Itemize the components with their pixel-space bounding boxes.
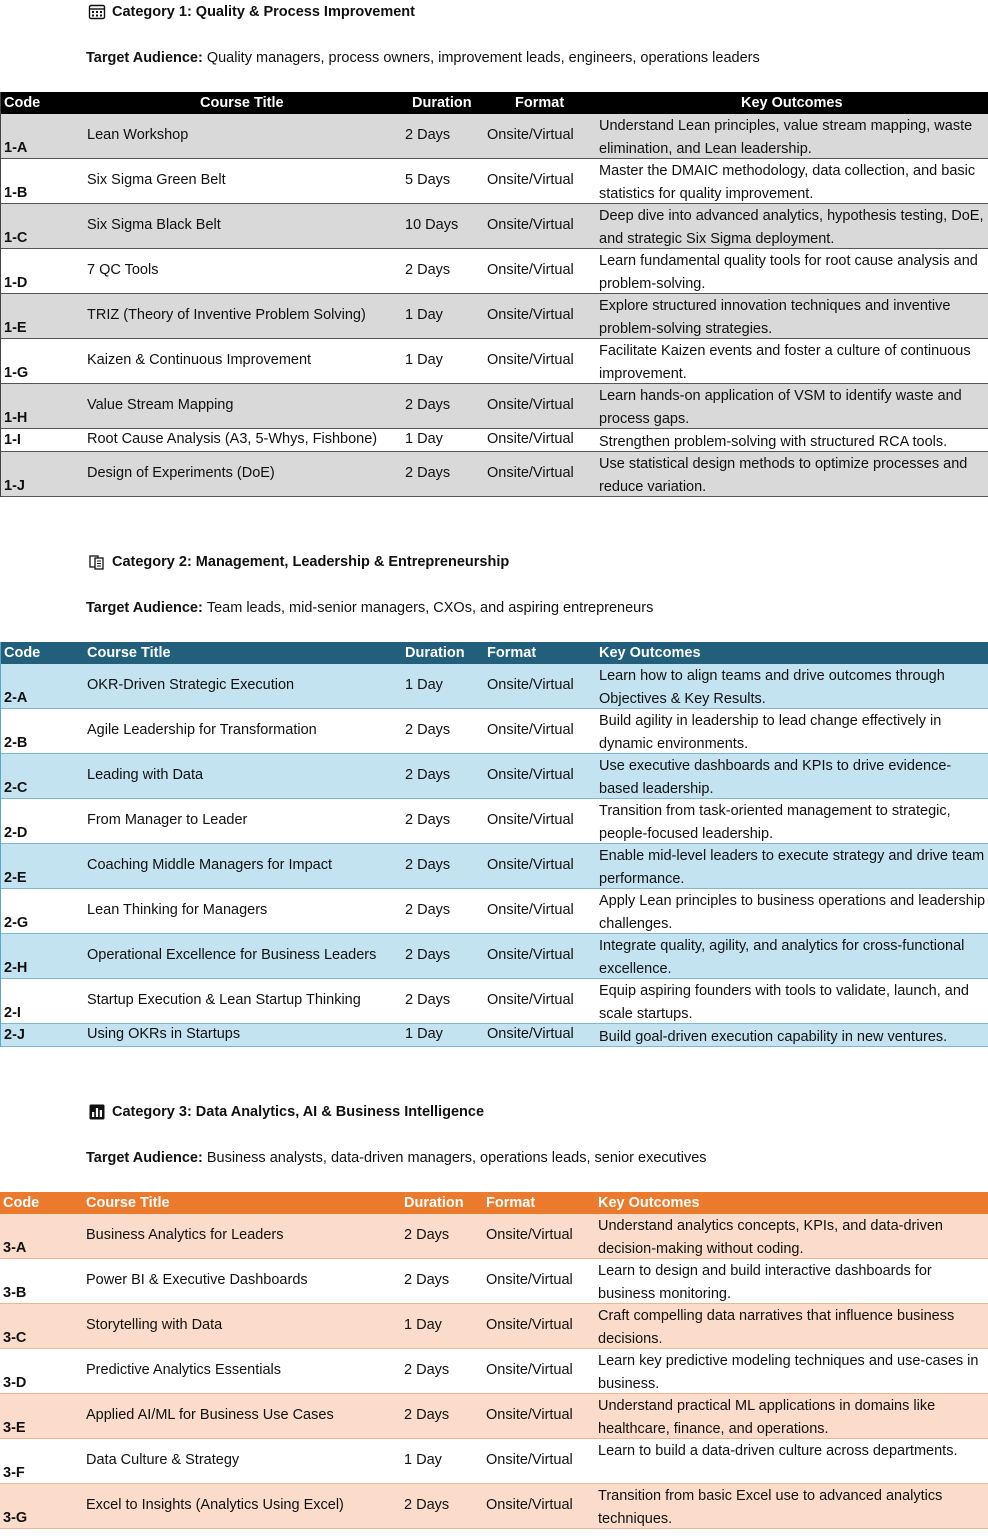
cell-code: 3-E [3,1420,26,1436]
cell-code: 3-G [3,1510,28,1526]
cell-format: Onsite/Virtual [486,1227,573,1243]
cell-title: Operational Excellence for Business Leaders [87,947,377,963]
cell-duration: 1 Day [405,677,443,693]
category-title [88,1101,484,1123]
cell-format: Onsite/Virtual [487,127,574,143]
cell-code: 3-B [3,1285,27,1301]
cell-format: Onsite/Virtual [487,352,574,368]
cell-duration: 2 Days [405,947,451,963]
cell-title: Leading with Data [87,767,204,783]
table-header [1,642,988,664]
cell-format: Onsite/Virtual [487,677,574,693]
table-header [0,1192,988,1214]
cell-format: Onsite/Virtual [487,992,574,1008]
cell-title: Data Culture & Strategy [86,1452,240,1468]
cell-title: 7 QC Tools [87,262,159,278]
cell-code: 2-I [4,1005,21,1021]
table-row [1,249,988,294]
cell-code: 2-E [4,870,27,886]
cell-outcome: Apply Lean principles to business operations and leadership challenges. [599,893,986,932]
category-title-text: Category 3: Data Analytics, AI & Business Intelligence [112,1104,485,1120]
table-row [1,294,988,339]
cell-title: Using OKRs in Startups [87,1026,241,1042]
table-row [0,1349,988,1394]
course-table [0,1192,988,1529]
category-title [88,1,415,23]
target-audience-text: Quality managers, process owners, improvement leads, engineers, operations leaders [206,50,760,66]
cell-code: 2-A [4,690,28,706]
cell-format: Onsite/Virtual [487,397,574,413]
open-book-icon [88,553,106,571]
cell-title: Value Stream Mapping [87,397,234,413]
cell-code: 3-A [3,1240,27,1256]
cell-title: Lean Thinking for Managers [87,902,268,918]
table-row [1,429,988,452]
cell-title: Root Cause Analysis (A3, 5-Whys, Fishbone) [87,431,378,447]
header-title: Course Title [200,95,284,111]
header-code: Code [4,95,41,111]
cell-code: 1-E [4,320,27,336]
table-row [0,1214,988,1259]
cell-title: OKR-Driven Strategic Execution [87,677,295,693]
cell-duration: 2 Days [405,812,451,828]
cell-title: Excel to Insights (Analytics Using Excel) [86,1497,344,1513]
cell-title: Storytelling with Data [86,1317,223,1333]
cell-duration: 2 Days [405,262,451,278]
cell-format: Onsite/Virtual [487,947,574,963]
cell-outcome: Equip aspiring founders with tools to validate, launch, and scale startups. [599,983,969,1022]
cell-title: Coaching Middle Managers for Impact [87,857,333,873]
cell-code: 2-C [4,780,28,796]
course-table [0,642,988,1047]
cell-duration: 2 Days [405,857,451,873]
table-row [1,709,988,754]
cell-outcome: Learn fundamental quality tools for root cause analysis and problem-solving. [599,253,978,292]
category-title-text: Category 2: Management, Leadership & Entrepreneurship [112,554,510,570]
cell-format: Onsite/Virtual [487,217,574,233]
cell-outcome: Deep dive into advanced analytics, hypothesis testing, DoE, and strategic Six Sigma deployment. [599,208,984,247]
header-code: Code [4,645,41,661]
header-outcomes: Key Outcomes [599,645,701,661]
target-audience-label: Target Audience: [86,50,203,66]
cell-duration: 1 Day [404,1452,442,1468]
cell-format: Onsite/Virtual [487,767,574,783]
cell-duration: 2 Days [404,1407,450,1423]
target-audience-label: Target Audience: [86,600,203,616]
table-row [0,1304,988,1349]
cell-title: Six Sigma Green Belt [87,172,226,188]
cell-duration: 2 Days [405,902,451,918]
cell-duration: 1 Day [404,1317,442,1333]
cell-outcome: Strengthen problem-solving with structured RCA tools. [599,434,948,450]
cell-format: Onsite/Virtual [487,722,574,738]
table-row [1,664,988,709]
cell-duration: 2 Days [405,722,451,738]
cell-title: Lean Workshop [87,127,189,143]
cell-title: Business Analytics for Leaders [86,1227,284,1243]
category-title-text: Category 1: Quality & Process Improvement [112,4,415,20]
cell-code: 2-J [4,1027,25,1043]
cell-format: Onsite/Virtual [487,857,574,873]
table-row [0,1484,988,1529]
header-format: Format [515,95,565,111]
cell-duration: 2 Days [405,992,451,1008]
cell-format: Onsite/Virtual [487,465,574,481]
cell-title: Design of Experiments (DoE) [87,465,275,481]
table-row [1,204,988,249]
cell-duration: 2 Days [405,127,451,143]
cell-code: 1-C [4,230,28,246]
table-row [1,339,988,384]
cell-duration: 2 Days [404,1272,450,1288]
target-audience [86,597,653,619]
header-duration: Duration [404,1195,464,1211]
table-row [1,452,988,497]
cell-title: Six Sigma Black Belt [87,217,221,233]
course-table [0,92,988,497]
cell-code: 1-B [4,185,28,201]
cell-code: 1-A [4,140,28,156]
cell-format: Onsite/Virtual [486,1317,573,1333]
target-audience-text: Business analysts, data-driven managers, operations leads, senior executives [206,1150,707,1166]
header-format: Format [487,645,537,661]
cell-code: 2-G [4,915,29,931]
cell-title: Applied AI/ML for Business Use Cases [86,1407,334,1423]
cell-outcome: Master the DMAIC methodology, data collection, and basic statistics for quality improvement. [599,163,976,202]
cell-duration: 5 Days [405,172,451,188]
header-duration: Duration [412,95,472,111]
cell-outcome: Transition from basic Excel use to advanced analytics techniques. [598,1488,943,1527]
cell-duration: 1 Day [405,1026,443,1042]
cell-format: Onsite/Virtual [487,172,574,188]
cell-format: Onsite/Virtual [486,1362,573,1378]
cell-code: 1-H [4,410,28,426]
cell-title: Agile Leadership for Transformation [87,722,317,738]
cell-duration: 2 Days [405,397,451,413]
cell-format: Onsite/Virtual [486,1452,573,1468]
cell-outcome: Learn how to align teams and drive outcomes through Objectives & Key Results. [599,668,945,707]
cell-duration: 1 Day [405,307,443,323]
cell-code: 1-I [4,432,21,448]
cell-outcome: Build agility in leadership to lead change effectively in dynamic environments. [599,713,942,752]
target-audience-label: Target Audience: [86,1150,203,1166]
table-row [1,844,988,889]
table-row [0,1259,988,1304]
calendar-grid-icon [88,3,106,21]
cell-duration: 10 Days [405,217,459,233]
table-header [1,92,988,114]
cell-title: From Manager to Leader [87,812,248,828]
cell-outcome: Understand Lean principles, value stream mapping, waste elimination, and Lean leadership. [599,118,973,157]
category-title [88,551,509,573]
cell-duration: 2 Days [404,1227,450,1243]
cell-format: Onsite/Virtual [487,902,574,918]
header-duration: Duration [405,645,465,661]
cell-code: 2-H [4,960,28,976]
cell-format: Onsite/Virtual [487,431,574,447]
cell-duration: 2 Days [404,1497,450,1513]
cell-format: Onsite/Virtual [487,1026,574,1042]
cell-duration: 2 Days [405,465,451,481]
table-row [1,114,988,159]
target-audience [86,1147,707,1169]
cell-duration: 2 Days [405,767,451,783]
header-format: Format [486,1195,536,1211]
cell-outcome: Facilitate Kaizen events and foster a culture of continuous improvement. [599,343,971,382]
cell-outcome: Use statistical design methods to optimize processes and reduce variation. [599,456,968,495]
cell-format: Onsite/Virtual [487,307,574,323]
cell-outcome: Learn hands-on application of VSM to identify waste and process gaps. [599,388,962,427]
table-row [1,934,988,979]
cell-duration: 1 Day [405,352,443,368]
target-audience-text: Team leads, mid-senior managers, CXOs, and aspiring entrepreneurs [206,600,654,616]
cell-title: Kaizen & Continuous Improvement [87,352,312,368]
table-row [1,384,988,429]
cell-title: Predictive Analytics Essentials [86,1362,282,1378]
bar-chart-icon [88,1103,106,1121]
cell-code: 1-G [4,365,29,381]
cell-title: Power BI & Executive Dashboards [86,1272,308,1288]
cell-format: Onsite/Virtual [486,1407,573,1423]
cell-format: Onsite/Virtual [486,1272,573,1288]
table-row [1,1024,988,1047]
header-title: Course Title [87,645,171,661]
header-code: Code [3,1195,40,1211]
header-outcomes: Key Outcomes [598,1195,700,1211]
cell-code: 3-F [3,1465,25,1481]
cell-title: TRIZ (Theory of Inventive Problem Solving) [87,307,366,323]
cell-outcome: Enable mid-level leaders to execute strategy and drive team performance. [599,848,985,887]
cell-outcome: Use executive dashboards and KPIs to drive evidence-based leadership. [599,758,952,797]
cell-outcome: Learn to build a data-driven culture across departments. [598,1443,958,1459]
cell-outcome: Learn key predictive modeling techniques and use-cases in business. [598,1353,979,1392]
header-title: Course Title [86,1195,170,1211]
cell-code: 3-D [3,1375,27,1391]
cell-outcome: Explore structured innovation techniques and inventive problem-solving strategies. [599,298,951,337]
table-row [1,799,988,844]
table-row [1,159,988,204]
cell-duration: 2 Days [404,1362,450,1378]
table-row [0,1394,988,1439]
table-row [1,889,988,934]
cell-format: Onsite/Virtual [486,1497,573,1513]
cell-outcome: Understand practical ML applications in domains like healthcare, finance, and operations. [598,1398,936,1437]
cell-format: Onsite/Virtual [487,262,574,278]
cell-code: 2-B [4,735,28,751]
cell-format: Onsite/Virtual [487,812,574,828]
cell-outcome: Craft compelling data narratives that influence business decisions. [598,1308,955,1347]
cell-title: Startup Execution & Lean Startup Thinking [87,992,361,1008]
cell-code: 3-C [3,1330,27,1346]
cell-outcome: Integrate quality, agility, and analytics for cross-functional excellence. [599,938,965,977]
table-row [1,754,988,799]
cell-outcome: Build goal-driven execution capability in new ventures. [599,1029,948,1045]
cell-duration: 1 Day [405,431,443,447]
cell-code: 1-J [4,478,25,494]
target-audience [86,47,760,69]
cell-outcome: Transition from task-oriented management to strategic, people-focused leadership. [599,803,951,842]
table-row [0,1439,988,1484]
table-row [1,979,988,1024]
cell-outcome: Understand analytics concepts, KPIs, and data-driven decision-making without coding. [598,1218,943,1257]
cell-outcome: Learn to design and build interactive dashboards for business monitoring. [598,1263,932,1302]
header-outcomes: Key Outcomes [741,95,843,111]
cell-code: 2-D [4,825,28,841]
cell-code: 1-D [4,275,28,291]
